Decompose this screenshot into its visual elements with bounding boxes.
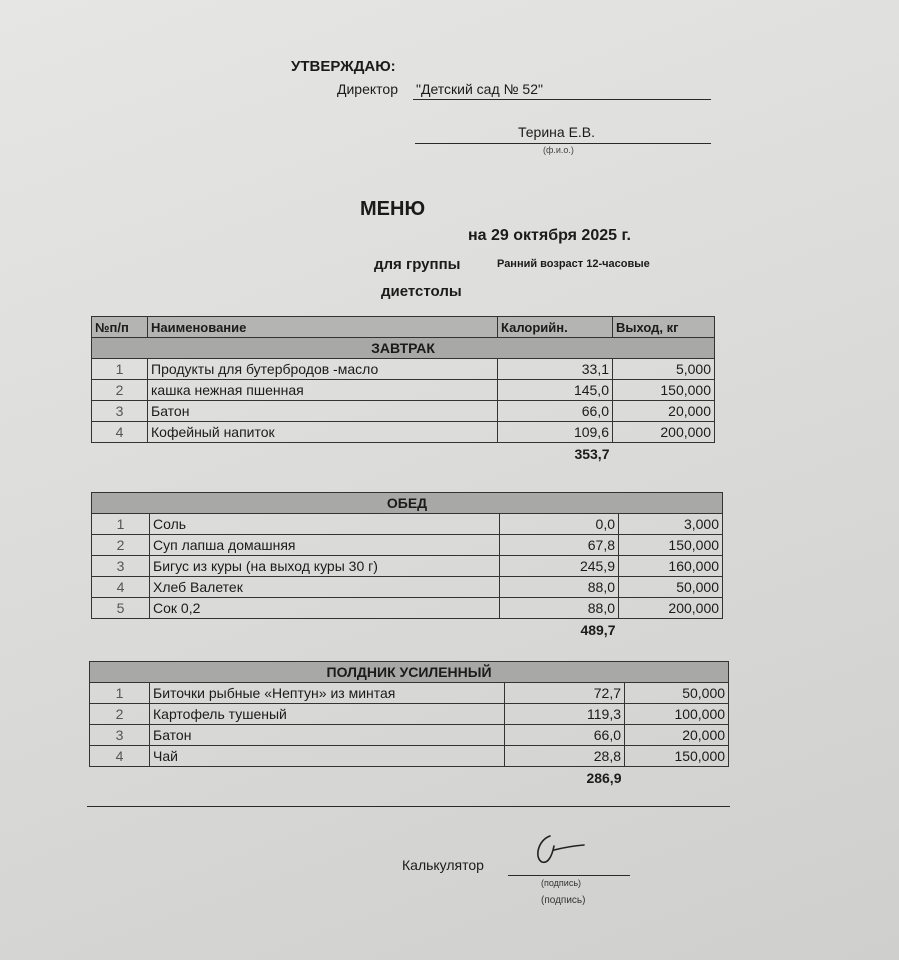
signature-caption-2: (подпись) — [541, 895, 586, 906]
dish-yield: 50,000 — [619, 577, 723, 598]
footer-divider — [87, 806, 730, 807]
dish-name: Батон — [148, 401, 498, 422]
breakfast-total-calories: 353,7 — [574, 446, 610, 462]
row-number: 2 — [92, 535, 150, 556]
dish-yield: 5,000 — [613, 359, 715, 380]
table-row — [92, 514, 723, 535]
table-row — [90, 704, 729, 725]
dish-calories: 145,0 — [498, 380, 613, 401]
row-number: 1 — [90, 683, 150, 704]
row-number: 1 — [92, 514, 150, 535]
row-number: 1 — [92, 359, 148, 380]
dish-name: Картофель тушеный — [150, 704, 505, 725]
row-number: 3 — [92, 556, 150, 577]
organization-underline — [413, 99, 711, 100]
dish-calories: 245,9 — [500, 556, 619, 577]
dish-calories: 33,1 — [498, 359, 613, 380]
dish-yield: 100,000 — [625, 704, 729, 725]
table-row — [92, 359, 715, 380]
dish-name: Батон — [150, 725, 505, 746]
dish-name: Сок 0,2 — [150, 598, 500, 619]
dish-name: кашка нежная пшенная — [148, 380, 498, 401]
dish-yield: 20,000 — [625, 725, 729, 746]
dish-yield: 150,000 — [625, 746, 729, 767]
col-header-calories: Калорийн. — [498, 317, 613, 338]
calculator-label: Калькулятор — [402, 857, 484, 873]
section-title-lunch: ОБЕД — [92, 493, 723, 514]
row-number: 5 — [92, 598, 150, 619]
row-number: 4 — [92, 422, 148, 443]
snack-table — [89, 661, 729, 789]
table-row — [92, 401, 715, 422]
col-header-number: №п/п — [92, 317, 148, 338]
dish-yield: 160,000 — [619, 556, 723, 577]
section-title-breakfast: ЗАВТРАК — [92, 338, 715, 359]
table-row — [92, 422, 715, 443]
name-caption: (ф.и.о.) — [543, 145, 574, 155]
dish-calories: 66,0 — [505, 725, 625, 746]
table-row — [92, 598, 723, 619]
col-header-yield: Выход, кг — [613, 317, 715, 338]
dish-yield: 200,000 — [613, 422, 715, 443]
dish-calories: 88,0 — [500, 577, 619, 598]
dish-yield: 20,000 — [613, 401, 715, 422]
dish-calories: 88,0 — [500, 598, 619, 619]
row-number: 4 — [92, 577, 150, 598]
dish-name: Суп лапша домашняя — [150, 535, 500, 556]
row-number: 3 — [90, 725, 150, 746]
row-number: 2 — [92, 380, 148, 401]
col-header-name: Наименование — [148, 317, 498, 338]
dish-calories: 67,8 — [500, 535, 619, 556]
table-header-row — [92, 317, 715, 338]
name-underline — [415, 143, 711, 144]
dish-yield: 200,000 — [619, 598, 723, 619]
dish-yield: 50,000 — [625, 683, 729, 704]
dish-name: Продукты для бутербродов -масло — [148, 359, 498, 380]
dish-name: Биточки рыбные «Нептун» из минтая — [150, 683, 505, 704]
table-row — [90, 746, 729, 767]
dish-yield: 150,000 — [613, 380, 715, 401]
group-value: Ранний возраст 12-часовые — [497, 258, 650, 270]
approval-name: Терина Е.В. — [518, 124, 596, 140]
dish-calories: 66,0 — [498, 401, 613, 422]
dish-calories: 72,7 — [505, 683, 625, 704]
dish-calories: 0,0 — [500, 514, 619, 535]
table-row — [90, 725, 729, 746]
table-row — [90, 683, 729, 704]
dish-name: Кофейный напиток — [148, 422, 498, 443]
dish-calories: 119,3 — [505, 704, 625, 725]
dish-yield: 3,000 — [619, 514, 723, 535]
row-number: 3 — [92, 401, 148, 422]
signature-caption-1: (подпись) — [541, 878, 582, 888]
group-label: для группы — [374, 256, 461, 273]
dish-yield: 150,000 — [619, 535, 723, 556]
table-row — [92, 556, 723, 577]
menu-date: на 29 октября 2025 г. — [468, 227, 631, 244]
menu-title: МЕНЮ — [360, 198, 426, 220]
dish-name: Соль — [150, 514, 500, 535]
table-row — [92, 380, 715, 401]
lunch-table — [91, 492, 723, 641]
snack-total-calories: 286,9 — [586, 770, 622, 786]
dish-name: Хлеб Валетек — [150, 577, 500, 598]
section-title-snack: ПОЛДНИК УСИЛЕННЫЙ — [90, 662, 729, 683]
signature-mark — [528, 832, 588, 868]
dish-name: Чай — [150, 746, 505, 767]
table-row — [92, 535, 723, 556]
row-number: 2 — [90, 704, 150, 725]
table-row — [92, 577, 723, 598]
lunch-total-calories: 489,7 — [580, 622, 616, 638]
approval-position: Директор — [337, 81, 398, 97]
dish-name: Бигус из куры (на выход куры 30 г) — [150, 556, 500, 577]
approval-organization: "Детский сад № 52" — [416, 81, 543, 97]
signature-underline — [508, 875, 630, 876]
group-value-2: диетстолы — [381, 283, 462, 300]
approval-title: УТВЕРЖДАЮ: — [291, 58, 396, 75]
dish-calories: 109,6 — [498, 422, 613, 443]
dish-calories: 28,8 — [505, 746, 625, 767]
breakfast-table — [91, 316, 715, 465]
row-number: 4 — [90, 746, 150, 767]
